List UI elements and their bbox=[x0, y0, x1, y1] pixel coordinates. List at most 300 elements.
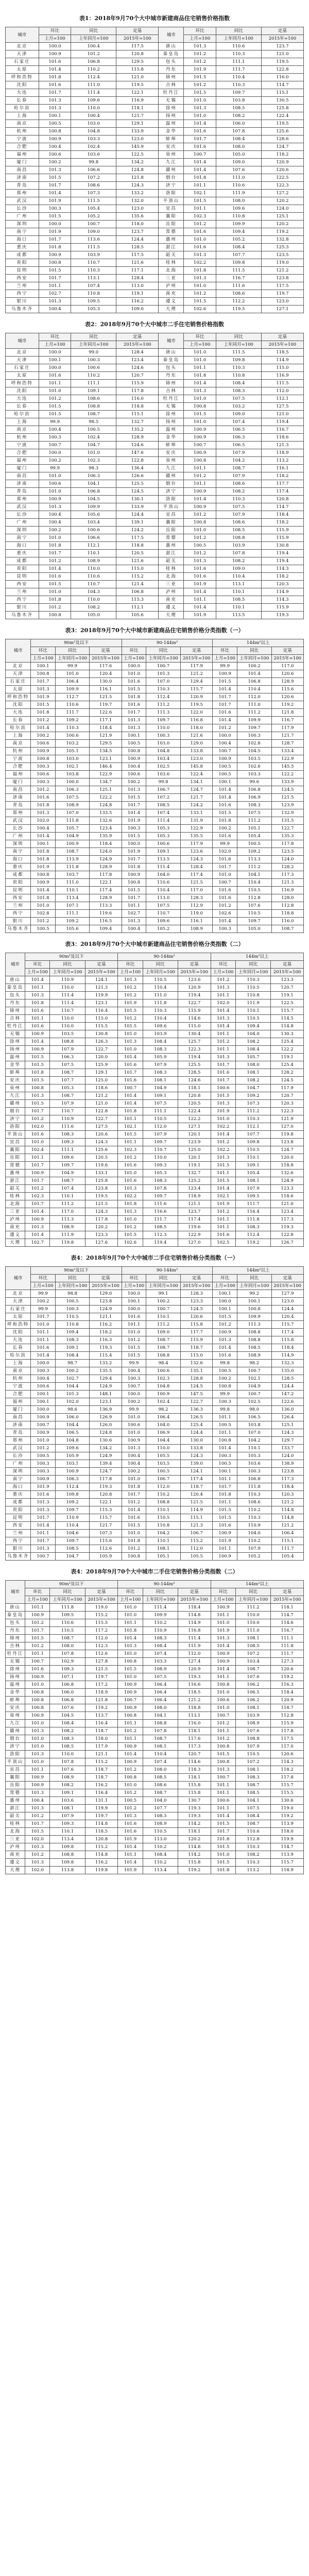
subheader: 同比 bbox=[50, 1588, 85, 1596]
index-value: 104.7 bbox=[55, 1553, 90, 1561]
index-value: 100.6 bbox=[211, 1697, 235, 1704]
table-row bbox=[6, 143, 304, 151]
index-value: 120.9 bbox=[181, 693, 213, 701]
index-value: 108.8 bbox=[216, 534, 261, 542]
index-value: 100.9 bbox=[31, 748, 55, 755]
index-value: 107.9 bbox=[216, 449, 261, 457]
index-value: 100.9 bbox=[39, 496, 71, 503]
index-value: 101.1 bbox=[31, 1530, 55, 1537]
city-name: 长春 bbox=[6, 1344, 31, 1352]
index-value: 121.3 bbox=[85, 984, 118, 992]
area-group-header: 90-144m² bbox=[118, 1581, 211, 1588]
subheader-mom: 上月=100 bbox=[184, 35, 216, 43]
index-value: 123.7 bbox=[116, 228, 159, 236]
table-row bbox=[6, 786, 304, 794]
index-value: 107.5 bbox=[50, 1061, 85, 1069]
index-value: 101.0 bbox=[184, 357, 216, 364]
index-value: 100.6 bbox=[31, 740, 55, 748]
index-value: 118.1 bbox=[178, 1727, 211, 1735]
index-value: 104.4 bbox=[55, 1421, 90, 1429]
city-name: 大连 bbox=[6, 89, 39, 97]
index-value: 122.1 bbox=[90, 1499, 122, 1506]
index-value: 109.4 bbox=[235, 1023, 270, 1030]
index-value: 119.3 bbox=[271, 1224, 304, 1231]
index-value: 130.5 bbox=[261, 97, 303, 105]
index-value: 115.5 bbox=[85, 1619, 118, 1627]
table-row bbox=[6, 1689, 304, 1697]
city-name: 深圳 bbox=[6, 527, 39, 534]
subheader: 定基 bbox=[181, 647, 213, 655]
index-value: 106.8 bbox=[71, 488, 116, 496]
index-value: 110.4 bbox=[216, 573, 261, 581]
index-value: 109.6 bbox=[146, 918, 181, 925]
city-name: 徐州 bbox=[159, 105, 184, 112]
city-name: 金华 bbox=[6, 1689, 25, 1697]
table-row bbox=[6, 1131, 304, 1139]
index-value: 101.1 bbox=[184, 364, 216, 372]
city-name: 泉州 bbox=[6, 1084, 25, 1092]
index-value: 130.0 bbox=[90, 678, 122, 686]
city-name: 青岛 bbox=[6, 182, 39, 190]
index-value: 105.1 bbox=[237, 825, 271, 833]
table-row bbox=[6, 372, 304, 380]
index-value: 124.9 bbox=[90, 856, 122, 863]
index-value: 105.9 bbox=[90, 1553, 122, 1561]
index-value: 130.4 bbox=[178, 1030, 211, 1038]
index-value: 100.7 bbox=[184, 151, 216, 159]
index-value: 101.6 bbox=[39, 81, 71, 89]
table-row bbox=[6, 298, 304, 306]
index-value: 108.8 bbox=[235, 1735, 270, 1743]
city-name: 哈尔滨 bbox=[6, 411, 39, 418]
index-value: 101.1 bbox=[213, 1429, 237, 1437]
index-value: 101.2 bbox=[118, 1727, 143, 1735]
index-value: 109.7 bbox=[237, 918, 271, 925]
index-value: 109.1 bbox=[235, 1162, 270, 1170]
index-value: 123.0 bbox=[271, 1298, 303, 1306]
city-name: 乌鲁木齐 bbox=[6, 612, 39, 619]
city-name: 合肥 bbox=[6, 143, 39, 151]
index-value: 101.3 bbox=[184, 43, 216, 50]
column-header-mom: 环比 bbox=[39, 27, 71, 35]
index-value: 106.6 bbox=[71, 534, 116, 542]
table-row bbox=[6, 159, 304, 166]
index-value: 101.2 bbox=[118, 1789, 143, 1797]
index-value: 101.3 bbox=[122, 724, 146, 732]
table-row bbox=[6, 840, 304, 848]
index-value: 122.3 bbox=[271, 1108, 304, 1115]
index-value: 101.3 bbox=[55, 1391, 90, 1398]
index-value: 108.3 bbox=[143, 1069, 178, 1077]
index-value: 111.8 bbox=[271, 1642, 304, 1650]
index-value: 101.0 bbox=[118, 1046, 143, 1054]
index-value: 102.3 bbox=[25, 1193, 50, 1200]
index-value: 116.7 bbox=[261, 426, 303, 434]
index-value: 133.9 bbox=[116, 503, 159, 511]
area-index-table bbox=[5, 1266, 304, 1561]
index-value: 110.1 bbox=[216, 588, 261, 596]
city-name: 海口 bbox=[6, 1483, 31, 1491]
index-value: 119.7 bbox=[85, 1673, 118, 1681]
subheader-base: 上月=100 bbox=[118, 969, 143, 976]
index-value: 125.5 bbox=[178, 1061, 211, 1069]
table-row bbox=[6, 1414, 304, 1421]
index-value: 105.4 bbox=[235, 1170, 270, 1177]
table-row bbox=[6, 1612, 304, 1619]
index-value: 99.9 bbox=[39, 465, 71, 472]
index-value: 107.3 bbox=[90, 1530, 122, 1537]
index-value: 107.6 bbox=[216, 166, 261, 174]
index-value: 101.6 bbox=[213, 802, 237, 809]
city-name: 合肥 bbox=[6, 449, 39, 457]
table-row bbox=[6, 488, 304, 496]
index-value: 100.8 bbox=[237, 1306, 271, 1313]
index-value: 118.8 bbox=[116, 542, 159, 550]
index-value: 127.6 bbox=[85, 1239, 118, 1247]
index-value: 108.0 bbox=[216, 143, 261, 151]
subheader: 同比 bbox=[55, 647, 90, 655]
subheader-base: 上年同月=100 bbox=[146, 1282, 181, 1290]
table-row bbox=[6, 771, 304, 778]
index-value: 125.1 bbox=[90, 786, 122, 794]
index-value: 107.9 bbox=[143, 1061, 178, 1069]
city-name: 乌鲁木齐 bbox=[6, 1553, 31, 1561]
index-value: 123.4 bbox=[178, 1185, 211, 1193]
index-value: 115.0 bbox=[85, 1015, 118, 1023]
city-name: 贵阳 bbox=[6, 879, 31, 887]
index-value: 119.2 bbox=[271, 1812, 304, 1820]
index-value: 115.4 bbox=[90, 1352, 122, 1360]
index-value: 124.0 bbox=[271, 1452, 303, 1460]
index-value: 101.4 bbox=[213, 1445, 237, 1452]
index-value: 121.5 bbox=[85, 1200, 118, 1208]
city-name: 济宁 bbox=[159, 182, 184, 190]
index-value: 114.7 bbox=[271, 1612, 304, 1619]
index-value: 100.8 bbox=[184, 519, 216, 527]
index-value: 122.8 bbox=[116, 457, 159, 465]
index-value: 118.5 bbox=[178, 1689, 211, 1697]
index-value: 119.3 bbox=[178, 1812, 211, 1820]
index-value: 130.6 bbox=[90, 1437, 122, 1445]
index-value: 108.4 bbox=[216, 244, 261, 251]
table-row bbox=[6, 1162, 304, 1170]
index-value: 119.5 bbox=[85, 1193, 118, 1200]
table-row bbox=[6, 1553, 304, 1561]
index-value: 113.1 bbox=[216, 581, 261, 588]
index-value: 109.8 bbox=[50, 1843, 85, 1851]
table-row bbox=[6, 1812, 304, 1820]
index-value: 105.1 bbox=[55, 748, 90, 755]
subheader-base: 2015年=100 bbox=[181, 1282, 213, 1290]
index-value: 101.5 bbox=[213, 1514, 237, 1522]
index-value: 103.5 bbox=[50, 1030, 85, 1038]
index-value: 100.3 bbox=[71, 357, 116, 364]
index-value: 104.8 bbox=[146, 748, 181, 755]
column-header-base: 定基 bbox=[261, 27, 303, 35]
index-value: 119.5 bbox=[261, 58, 303, 66]
index-value: 112.1 bbox=[71, 542, 116, 550]
index-value: 101.1 bbox=[211, 1170, 235, 1177]
index-value: 117.5 bbox=[116, 43, 159, 50]
index-value: 102.4 bbox=[71, 434, 116, 442]
index-value: 135.3 bbox=[271, 833, 303, 840]
index-value: 118.9 bbox=[261, 449, 303, 457]
index-value: 109.0 bbox=[216, 565, 261, 573]
index-value: 110.5 bbox=[50, 1627, 85, 1635]
index-value: 100.1 bbox=[122, 732, 146, 740]
index-value: 112.2 bbox=[216, 298, 261, 306]
index-value: 109.4 bbox=[216, 228, 261, 236]
index-value: 107.7 bbox=[216, 251, 261, 259]
index-value: 100.4 bbox=[122, 1460, 146, 1468]
table-row bbox=[6, 1336, 304, 1344]
index-value: 101.2 bbox=[25, 1642, 50, 1650]
index-value: 105.1 bbox=[146, 1553, 181, 1561]
table-row bbox=[6, 120, 304, 128]
index-value: 101.4 bbox=[118, 1843, 143, 1851]
index-value: 100.7 bbox=[31, 1553, 55, 1561]
area-group-header: 90-144m² bbox=[122, 1267, 213, 1275]
subheader-yoy: 上年同月=100 bbox=[71, 35, 116, 43]
city-name: 九江 bbox=[159, 159, 184, 166]
index-value: 120.4 bbox=[271, 1313, 303, 1321]
index-value: 110.2 bbox=[237, 1506, 271, 1514]
index-value: 107.3 bbox=[71, 190, 116, 197]
city-name: 赣州 bbox=[6, 1727, 25, 1735]
index-value: 110.5 bbox=[237, 887, 271, 894]
city-name: 徐州 bbox=[6, 1666, 25, 1673]
city-name: 宜昌 bbox=[159, 205, 184, 213]
index-value: 115.2 bbox=[85, 1758, 118, 1766]
subheader: 定基 bbox=[90, 647, 122, 655]
index-value: 110.7 bbox=[50, 1007, 85, 1015]
table-row bbox=[6, 1720, 304, 1727]
table-row bbox=[6, 1154, 304, 1162]
index-value: 101.1 bbox=[213, 1414, 237, 1421]
table-row bbox=[6, 1177, 304, 1185]
table-row bbox=[6, 1007, 304, 1015]
city-name: 长春 bbox=[6, 97, 39, 105]
table-row bbox=[6, 573, 304, 581]
index-value: 106.2 bbox=[235, 1681, 270, 1689]
index-value: 101.3 bbox=[39, 298, 71, 306]
index-value: 109.9 bbox=[55, 686, 90, 693]
index-value: 101.4 bbox=[122, 1506, 146, 1514]
index-value: 101.7 bbox=[122, 856, 146, 863]
index-value: 136.9 bbox=[90, 1406, 122, 1414]
index-value: 101.6 bbox=[213, 1352, 237, 1360]
index-value: 124.2 bbox=[181, 802, 213, 809]
index-value: 101.4 bbox=[184, 380, 216, 387]
index-value: 118.3 bbox=[178, 1766, 211, 1774]
city-name: 济宁 bbox=[6, 1115, 25, 1123]
index-value: 101.7 bbox=[39, 182, 71, 190]
index-value: 109.0 bbox=[146, 1329, 181, 1336]
index-value: 107.0 bbox=[237, 1429, 271, 1437]
index-value: 112.1 bbox=[116, 604, 159, 612]
index-value: 101.8 bbox=[31, 894, 55, 902]
city-name: 济南 bbox=[6, 1421, 31, 1429]
index-value: 117.3 bbox=[271, 1216, 304, 1224]
index-value: 104.2 bbox=[216, 457, 261, 465]
index-value: 108.7 bbox=[235, 1666, 270, 1673]
index-value: 100.9 bbox=[213, 1530, 237, 1537]
index-value: 101.4 bbox=[211, 1007, 235, 1015]
index-value: 101.2 bbox=[25, 1185, 50, 1193]
index-value: 121.7 bbox=[181, 794, 213, 802]
index-value: 118.0 bbox=[271, 1828, 304, 1836]
table-row bbox=[6, 1751, 304, 1758]
index-value: 105.4 bbox=[237, 833, 271, 840]
subheader: 定基 bbox=[90, 1275, 122, 1282]
index-value: 107.4 bbox=[71, 282, 116, 290]
index-value: 108.8 bbox=[50, 1038, 85, 1046]
table-row bbox=[6, 663, 304, 670]
column-header-city: 城市 bbox=[6, 639, 31, 663]
index-value: 118.4 bbox=[261, 511, 303, 519]
subheader-base: 上年同月=100 bbox=[55, 655, 90, 663]
index-value: 102.3 bbox=[146, 1375, 181, 1383]
index-value: 101.7 bbox=[211, 1061, 235, 1069]
index-value: 101.9 bbox=[122, 817, 146, 825]
index-value: 100.1 bbox=[213, 1468, 237, 1476]
index-value: 118.0 bbox=[181, 724, 213, 732]
table-row bbox=[6, 275, 304, 282]
index-value: 119.5 bbox=[216, 306, 261, 313]
city-name: 牡丹江 bbox=[159, 395, 184, 403]
index-value: 106.5 bbox=[237, 1414, 271, 1421]
city-name: 泸州 bbox=[6, 1216, 25, 1224]
city-name: 三亚 bbox=[6, 1836, 25, 1843]
index-value: 106.5 bbox=[216, 442, 261, 449]
index-value: 108.6 bbox=[216, 290, 261, 298]
subheader: 同比 bbox=[237, 1275, 271, 1282]
table-row bbox=[6, 357, 304, 364]
index-value: 101.4 bbox=[31, 1352, 55, 1360]
city-name: 烟台 bbox=[159, 480, 184, 488]
index-value: 115.7 bbox=[271, 1782, 304, 1789]
index-value: 107.4 bbox=[143, 1758, 178, 1766]
table-row bbox=[6, 197, 304, 205]
index-value: 115.9 bbox=[178, 1007, 211, 1015]
index-value: 101.6 bbox=[118, 1162, 143, 1170]
index-value: 105.3 bbox=[71, 306, 116, 313]
index-value: 117.9 bbox=[271, 724, 303, 732]
index-value: 101.9 bbox=[211, 1627, 235, 1635]
index-value: 100.4 bbox=[39, 426, 71, 434]
index-value: 112.8 bbox=[271, 1712, 304, 1720]
index-value: 101.3 bbox=[211, 1015, 235, 1023]
index-value: 100.8 bbox=[25, 1704, 50, 1712]
table-row bbox=[6, 511, 304, 519]
index-value: 133.5 bbox=[90, 809, 122, 817]
index-value: 117.9 bbox=[181, 840, 213, 848]
index-value: 100.2 bbox=[31, 732, 55, 740]
subheader: 定基 bbox=[181, 1275, 213, 1282]
index-value: 118.2 bbox=[261, 472, 303, 480]
index-value: 104.1 bbox=[235, 1797, 270, 1805]
subheader-base: 上年同月=100 bbox=[55, 1282, 90, 1290]
table-row bbox=[6, 434, 304, 442]
index-value: 108.1 bbox=[235, 1177, 270, 1185]
table-row bbox=[6, 1115, 304, 1123]
index-value: 115.2 bbox=[181, 1537, 213, 1545]
index-value: 109.7 bbox=[50, 1162, 85, 1170]
column-header-yoy: 同比 bbox=[216, 27, 261, 35]
subheader: 环比 bbox=[213, 1275, 237, 1282]
index-value: 101.0 bbox=[184, 112, 216, 120]
index-value: 101.7 bbox=[25, 1820, 50, 1828]
index-value: 125.6 bbox=[261, 128, 303, 135]
index-value: 107.9 bbox=[143, 1131, 178, 1139]
index-value: 120.3 bbox=[271, 1100, 304, 1108]
table-row bbox=[6, 856, 304, 863]
index-value: 115.0 bbox=[178, 1023, 211, 1030]
index-value: 106.6 bbox=[71, 166, 116, 174]
index-value: 101.6 bbox=[184, 573, 216, 581]
index-value: 101.7 bbox=[122, 894, 146, 902]
index-value: 119.2 bbox=[85, 1704, 118, 1712]
index-value: 106.7 bbox=[181, 1530, 213, 1537]
index-value: 119.6 bbox=[85, 1162, 118, 1170]
index-value: 124.8 bbox=[90, 1429, 122, 1437]
index-value: 100.5 bbox=[55, 1298, 90, 1306]
index-value: 115.7 bbox=[271, 1007, 304, 1015]
index-value: 101.9 bbox=[31, 693, 55, 701]
index-value: 101.5 bbox=[25, 1828, 50, 1836]
index-value: 124.3 bbox=[85, 1139, 118, 1146]
index-value: 100.6 bbox=[211, 1084, 235, 1092]
index-value: 101.2 bbox=[184, 290, 216, 298]
index-value: 100.0 bbox=[122, 840, 146, 848]
index-value: 110.6 bbox=[50, 1619, 85, 1627]
index-value: 100.9 bbox=[25, 1046, 50, 1054]
index-value: 108.6 bbox=[71, 395, 116, 403]
index-value: 110.6 bbox=[146, 879, 181, 887]
table-row bbox=[6, 1774, 304, 1782]
index-value: 135.5 bbox=[181, 833, 213, 840]
index-value: 108.7 bbox=[50, 1177, 85, 1185]
index-value: 100.0 bbox=[31, 1360, 55, 1367]
city-name: 徐州 bbox=[159, 411, 184, 418]
index-value: 101.6 bbox=[211, 1231, 235, 1239]
index-value: 145.5 bbox=[271, 763, 303, 771]
index-value: 108.5 bbox=[237, 1344, 271, 1352]
index-value: 101.1 bbox=[213, 1545, 237, 1553]
index-value: 101.0 bbox=[118, 1650, 143, 1658]
index-value: 103.0 bbox=[71, 120, 116, 128]
index-value: 105.3 bbox=[146, 833, 181, 840]
table-row bbox=[6, 1697, 304, 1704]
table-row bbox=[6, 992, 304, 999]
table-row bbox=[6, 825, 304, 833]
index-value: 116.7 bbox=[271, 1627, 304, 1635]
index-value: 101.3 bbox=[184, 275, 216, 282]
index-value: 100.9 bbox=[213, 1329, 237, 1336]
city-name: 韶关 bbox=[6, 1185, 25, 1193]
table-row bbox=[6, 1836, 304, 1843]
index-value: 119.0 bbox=[85, 1604, 118, 1612]
index-value: 101.5 bbox=[39, 403, 71, 411]
index-value: 106.4 bbox=[146, 1414, 181, 1421]
index-value: 123.8 bbox=[271, 1139, 304, 1146]
index-value: 120.7 bbox=[178, 1751, 211, 1758]
table-row bbox=[6, 1735, 304, 1743]
index-value: 127.8 bbox=[85, 1658, 118, 1666]
city-name: 吉林 bbox=[6, 1015, 25, 1023]
index-value: 108.3 bbox=[143, 1812, 178, 1820]
city-name: 蚌埠 bbox=[159, 135, 184, 143]
